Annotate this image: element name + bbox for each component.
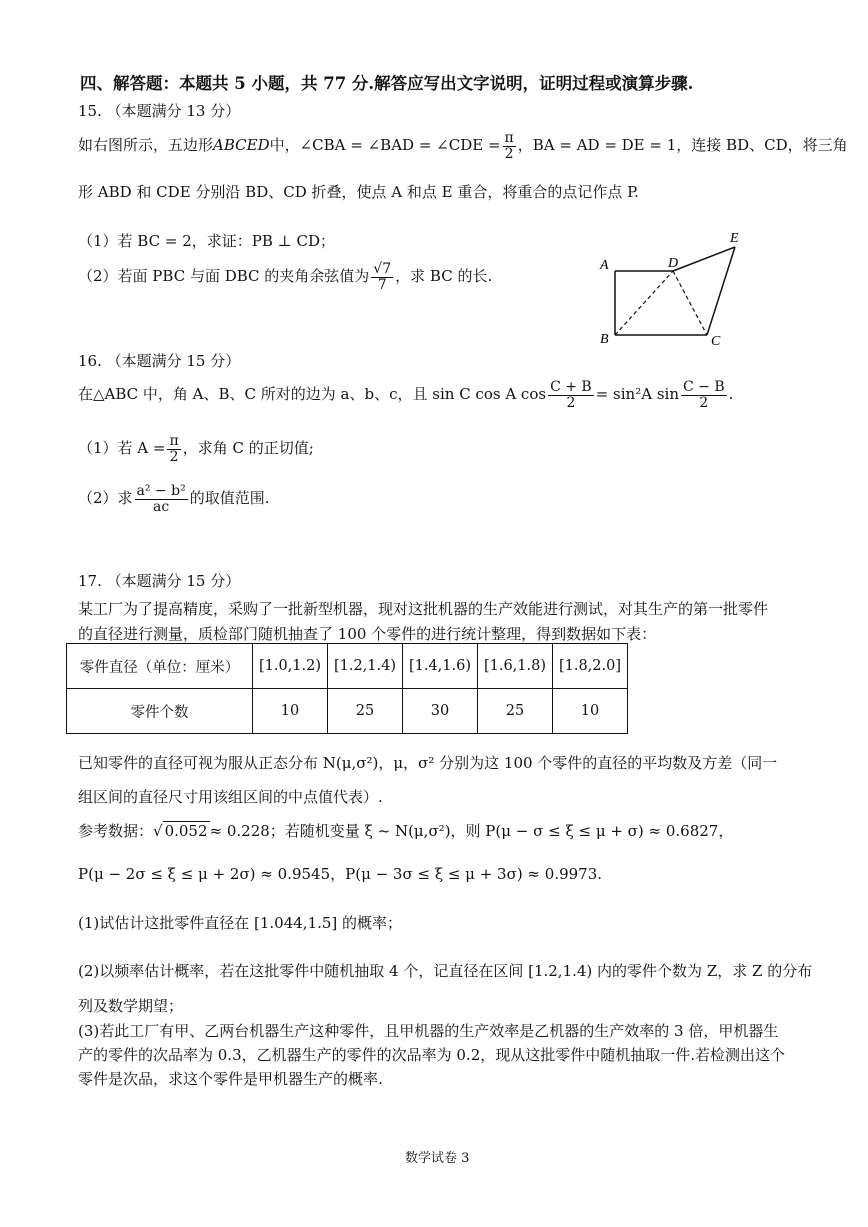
q16-frac2-den: 2: [699, 394, 709, 411]
table-row: [67, 644, 628, 689]
q16-intro-a: 在△ABC 中，角 A、B、C 所对的边为 a、b、c，且 sin C cos A cos: [78, 385, 547, 404]
count-cell: 10: [253, 689, 328, 734]
q17-part3-line3: 零件是次品，求这个零件是甲机器生产的概率.: [78, 1070, 383, 1088]
q15-intro-b: ABCED: [213, 136, 270, 155]
q15-part2-a: （2）若面 PBC 与面 DBC 的夹角余弦值为: [78, 267, 370, 286]
q16-part1-den: 2: [169, 448, 179, 465]
q15-header: 15. （本题满分 13 分）: [78, 102, 241, 120]
q16-part1: [78, 434, 314, 464]
q16-part2-num: a² − b²: [136, 483, 186, 499]
label-d: D: [668, 256, 679, 271]
q17-ref-label: 参考数据：: [78, 822, 154, 840]
q17-line2: 的直径进行测量，质检部门随机抽查了 100 个零件的进行统计整理，得到数据如下表：: [78, 625, 657, 643]
q17-part1: (1)试估计这批零件直径在 [1.044,1.5] 的概率；: [78, 914, 403, 932]
diameter-table: [66, 643, 628, 734]
label-e: E: [730, 231, 739, 246]
q15-sqrt7: √7: [373, 261, 392, 277]
q17-reference-2: P(μ − 2σ ≤ ξ ≤ μ + 2σ) ≈ 0.9545，P(μ − 3σ ≤ ξ ≤ μ + 3σ) ≈ 0.9973.: [78, 865, 603, 883]
q16-header: 16. （本题满分 15 分）: [78, 352, 241, 370]
q16-part1-a: （1）若 A =: [78, 439, 166, 458]
q16-part2-a: （2）求: [78, 489, 133, 508]
label-c: C: [711, 334, 721, 349]
interval-cell: [1.4,1.6): [403, 644, 478, 689]
interval-cell: [1.0,1.2): [253, 644, 328, 689]
q17-line1: 某工厂为了提高精度，采购了一批新型机器，现对这批机器的生产效能进行测试，对其生产的第一批零件: [78, 600, 769, 618]
edge-de: [673, 247, 735, 271]
interval-cell: [1.2,1.4): [328, 644, 403, 689]
q17-header: 17. （本题满分 15 分）: [78, 572, 241, 590]
q16-mid: = sin²A sin: [595, 385, 679, 404]
q15-seven: 7: [377, 276, 387, 293]
fold-cd: [673, 271, 707, 335]
edge-ec: [707, 247, 735, 335]
q17-reference: [78, 820, 733, 841]
interval-cell: [1.6,1.8): [478, 644, 553, 689]
q16-end: .: [728, 385, 734, 404]
q15-sqrt7-fraction: [371, 262, 393, 292]
count-cell: 25: [478, 689, 553, 734]
q17-ref-b: ≈ 0.228；若随机变量 ξ ~ N(μ,σ²)，则 P(μ − σ ≤ ξ ≤ μ + σ) ≈ 0.6827，: [209, 822, 734, 840]
q15-part2-b: ，求 BC 的长.: [395, 267, 493, 286]
label-b: B: [600, 332, 609, 347]
table-header-cell: 零件直径（单位：厘米）: [67, 644, 253, 689]
q16-frac2: [681, 380, 727, 410]
q16-frac1: [548, 380, 594, 410]
q15-intro-d: ，BA = AD = DE = 1，连接 BD、CD，将三角: [517, 136, 848, 155]
count-cell: 30: [403, 689, 478, 734]
table-row: [67, 689, 628, 734]
q16-part1-num: π: [169, 433, 179, 449]
interval-cell: [1.8,2.0]: [553, 644, 628, 689]
count-cell: 25: [328, 689, 403, 734]
count-cell: 10: [553, 689, 628, 734]
q15-intro-a: 如右图所示，五边形: [78, 136, 214, 155]
q17-part3-line1: (3)若此工厂有甲、乙两台机器生产这种零件，且甲机器的生产效率是乙机器的生产效率的 3 倍，甲机器生: [78, 1022, 779, 1040]
page-footer: 数学试卷 3: [405, 1151, 470, 1166]
q16-frac2-num: C − B: [682, 379, 725, 395]
q17-part2-line2: 列及数学期望；: [78, 997, 184, 1015]
q15-pi-fraction: [503, 131, 516, 161]
q16-part2-b: 的取值范围.: [189, 489, 270, 508]
fold-bd: [615, 271, 673, 335]
q17-line3: 已知零件的直径可视为服从正态分布 N(μ,σ²)，μ，σ² 分别为这 100 个零件的直径的平均数及方差（同一: [78, 754, 778, 772]
q17-part2-line1: (2)以频率估计概率，若在这批零件中随机抽取 4 个，记直径在区间 [1.2,1.4) 内的零件个数为 Z，求 Z 的分布: [78, 962, 813, 980]
label-a: A: [600, 258, 609, 273]
sqrt-sign: √: [153, 822, 163, 840]
q17-line4: 组区间的直径尺寸用该组区间的中点值代表）.: [78, 788, 383, 806]
pentagon-figure: [590, 225, 750, 350]
q16-intro: [78, 380, 733, 410]
q16-part1-frac: [167, 434, 180, 464]
q17-ref-sqrt: 0.052: [164, 822, 208, 840]
q15-pi: π: [504, 130, 514, 146]
q16-part1-b: ，求角 C 的正切值;: [182, 439, 314, 458]
q16-part2: [78, 484, 270, 514]
q15-intro-c: 中，∠CBA = ∠BAD = ∠CDE =: [269, 136, 501, 155]
q15-intro: [78, 131, 848, 161]
table-header-cell: 零件个数: [67, 689, 253, 734]
q16-frac1-den: 2: [566, 394, 576, 411]
q15-part1: （1）若 BC = 2，求证：PB ⊥ CD；: [78, 232, 336, 250]
q17-part3-line2: 产的零件的次品率为 0.3，乙机器生产的零件的次品率为 0.2，现从这批零件中随机抽取一件.若检测出这个: [78, 1046, 786, 1064]
q15-part2: [78, 262, 492, 292]
q15-two: 2: [504, 145, 514, 162]
q16-part2-den: ac: [153, 498, 170, 515]
section-title: 四、解答题：本题共 5 小题，共 77 分.解答应写出文字说明，证明过程或演算步骤.: [80, 74, 694, 93]
q16-part2-frac: [135, 484, 188, 514]
q15-line2: 形 ABD 和 CDE 分别沿 BD、CD 折叠，使点 A 和点 E 重合，将重合的点记作点 P.: [78, 183, 639, 201]
q16-frac1-num: C + B: [550, 379, 592, 395]
